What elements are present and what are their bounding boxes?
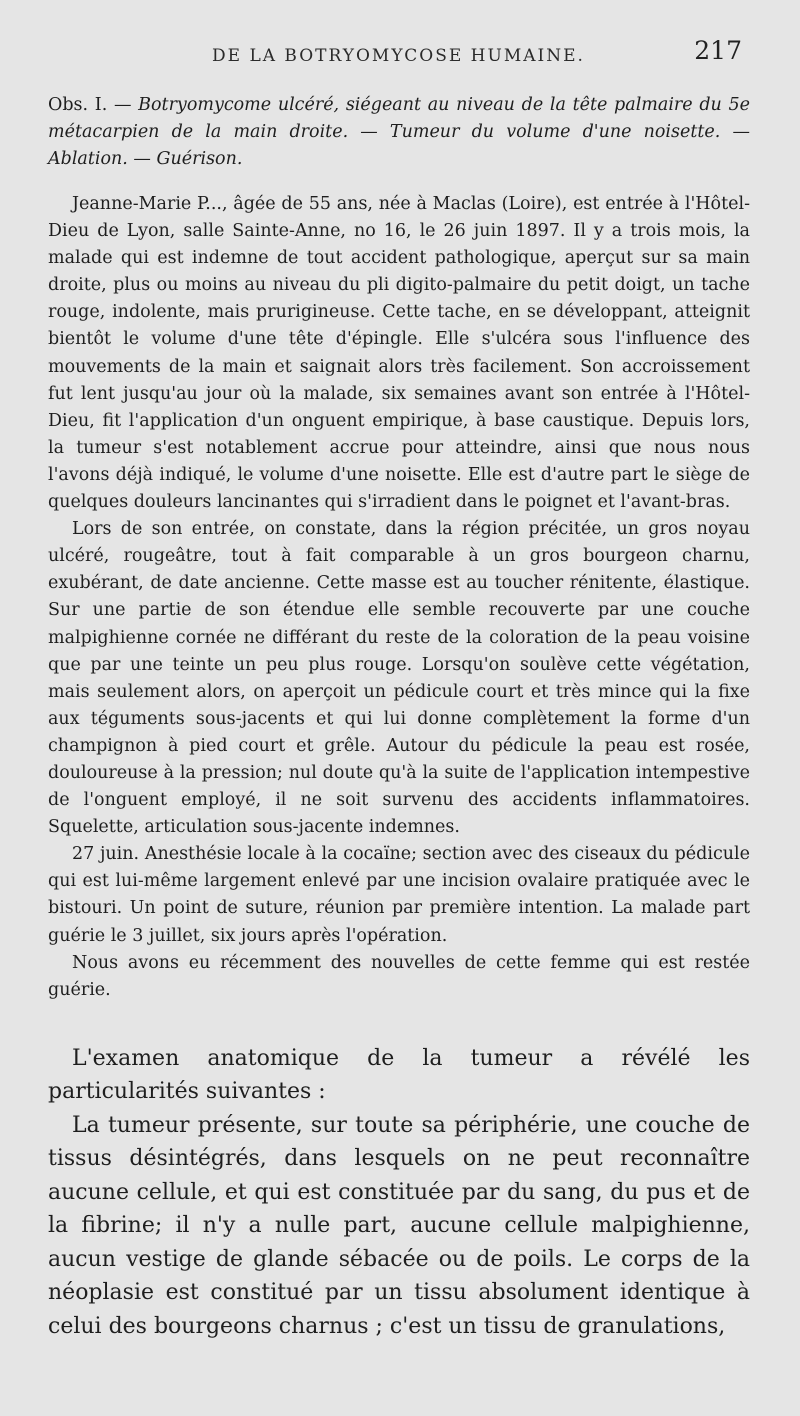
observation-title: Botryomycome ulcéré, siégeant au niveau de la tête palmaire du 5e métacarpien de la main droite. — Tumeur du volume d'une noisette. — Ablation. — Guérison. xyxy=(48,95,750,169)
case-paragraph: Lors de son entrée, on constate, dans la région précitée, un gros noyau ulcéré, rougeâtre, tout à fait comparable à un gros bourgeon charnu, exubérant, de date ancienne. Cette masse est au toucher rénitente, élastique. Sur une partie de son étendue elle semble recouverte par une couche malpighienne cornée ne différant du reste de la coloration de la peau voisine que par une teinte un peu plus rouge. Lorsqu'on soulève cette végétation, mais seulement alors, on aperçoit un pédicule court et très mince qui la fixe aux téguments sous-jacents et qui lui donne complètement la forme d'un champignon à pied court et grêle. Autour du pédicule la peau est rosée, douloureuse à la pression; nul doute qu'à la suite de l'application intempestive de l'onguent employé, il ne soit survenu des accidents inflammatoires. Squelette, articulation sous-jacente indemnes. xyxy=(48,519,750,838)
body-paragraph: L'examen anatomique de la tumeur a révélé les particularités suivantes : xyxy=(48,1045,750,1105)
observation-label: Obs. I. — xyxy=(48,95,139,115)
observation-heading xyxy=(48,92,750,173)
running-head: DE LA BOTRYOMYCOSE HUMAINE. xyxy=(212,46,585,66)
anatomical-exam xyxy=(48,1042,750,1344)
page-header xyxy=(48,30,750,78)
body-paragraph: La tumeur présente, sur toute sa périphérie, une couche de tissus désintégrés, dans lesquels on ne peut reconnaître aucune cellule, et qui est constituée par du sang, du pus et de la fibrine; il n'y a nulle part, aucune cellule malpighienne, aucun vestige de glande sébacée ou de poils. Le corps de la néoplasie est constitué par un tissu absolument identique à celui des bourgeons charnus ; c'est un tissu de granulations, xyxy=(48,1112,750,1339)
case-report xyxy=(48,191,750,1004)
case-paragraph: Nous avons eu récemment des nouvelles de cette femme qui est restée guérie. xyxy=(48,952,750,1000)
case-paragraph: 27 juin. Anesthésie locale à la cocaïne; section avec des ciseaux du pédicule qui est lui-même largement enlevé par une incision ovalaire pratiquée avec le bistouri. Un point de suture, réunion par première intention. La malade part guérie le 3 juillet, six jours après l'opération. xyxy=(48,844,750,946)
page-number: 217 xyxy=(694,36,742,65)
case-paragraph: Jeanne-Marie P..., âgée de 55 ans, née à Maclas (Loire), est entrée à l'Hôtel-Dieu de Lyon, salle Sainte-Anne, no 16, le 26 juin 1897. Il y a trois mois, la malade qui est indemne de tout accident pathologique, aperçut sur sa main droite, plus ou moins au niveau du pli digito-palmaire du petit doigt, un tache rouge, indolente, mais prurigineuse. Cette tache, en se développant, atteignit bientôt le volume d'une tête d'épingle. Elle s'ulcéra sous l'influence des mouvements de la main et saignait alors très facilement. Son accroissement fut lent jusqu'au jour où la malade, six semaines avant son entrée à l'Hôtel-Dieu, fit l'application d'un onguent empirique, à base caustique. Depuis lors, la tumeur s'est notablement accrue pour atteindre, ainsi que nous nous l'avons déjà indiqué, le volume d'une noisette. Elle est d'autre part le siège de quelques douleurs lancinantes qui s'irradient dans le poignet et l'avant-bras. xyxy=(48,194,750,513)
